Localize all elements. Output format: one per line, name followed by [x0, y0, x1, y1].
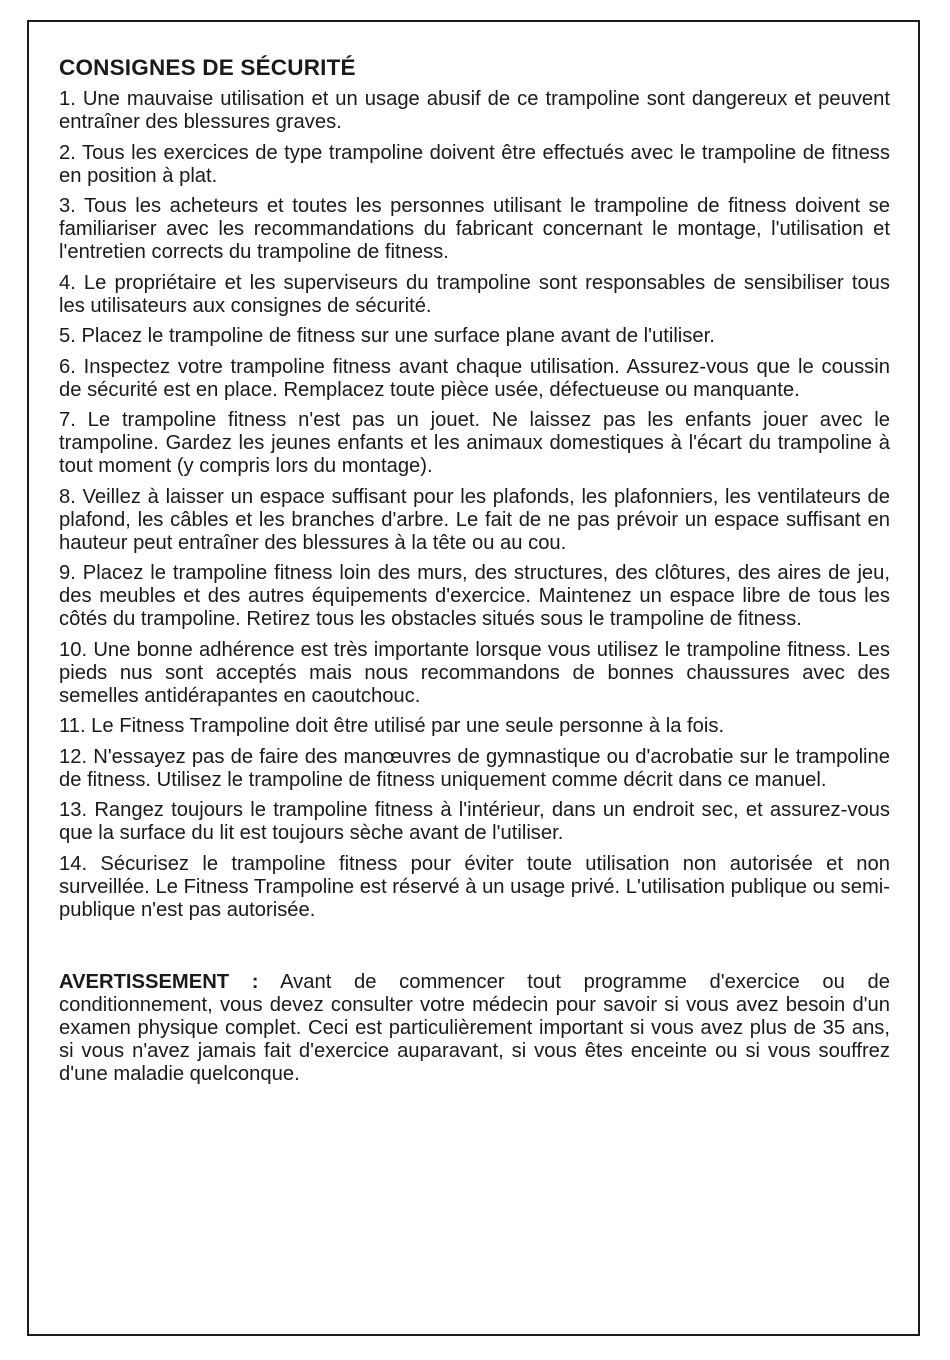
- instruction-item: 1. Une mauvaise utilisation et un usage abusif de ce trampoline sont dangereux et peuvent entraîner des blessures graves.: [59, 88, 890, 133]
- instruction-item: 6. Inspectez votre trampoline fitness avant chaque utilisation. Assurez-vous que le coussin de sécurité est en place. Remplacez toute pièce usée, défectueuse ou manquante.: [59, 355, 890, 401]
- safety-instructions: [59, 54, 890, 1086]
- warning-label: AVERTISSEMENT :: [59, 970, 259, 993]
- instruction-item: 11. Le Fitness Trampoline doit être utilisé par une seule personne à la fois.: [59, 715, 725, 737]
- instruction-item: 10. Une bonne adhérence est très importante lorsque vous utilisez le trampoline fitness. Les pieds nus sont acceptés mais nous recommandons de bonnes chaussures avec des semelles antidérapantes en caoutchouc.: [59, 638, 890, 707]
- instruction-item: 3. Tous les acheteurs et toutes les personnes utilisant le trampoline de fitness doivent se familiariser avec les recommandations du fabricant concernant le montage, l'utilisation et l'entretien corrects du trampoline de fitness.: [59, 195, 890, 263]
- instruction-item: 2. Tous les exercices de type trampoline doivent être effectués avec le trampoline de fitness en position à plat.: [59, 141, 890, 187]
- instruction-item: 7. Le trampoline fitness n'est pas un jouet. Ne laissez pas les enfants jouer avec le trampoline. Gardez les jeunes enfants et les animaux domestiques à l'écart du trampoline à tout moment (y compris lors du montage).: [59, 409, 890, 477]
- instruction-item: 5. Placez le trampoline de fitness sur une surface plane avant de l'utiliser.: [59, 325, 715, 347]
- instruction-item: 14. Sécurisez le trampoline fitness pour éviter toute utilisation non autorisée et non surveillée. Le Fitness Trampoline est réservé à un usage privé. L'utilisation publique ou semi-publique n'est pas autorisée.: [59, 852, 890, 921]
- warning-paragraph: [59, 971, 890, 1086]
- section-title: CONSIGNES DE SÉCURITÉ: [59, 55, 356, 80]
- instruction-item: 12. N'essayez pas de faire des manœuvres de gymnastique ou d'acrobatie sur le trampoline de fitness. Utilisez le trampoline de fitness uniquement comme décrit dans ce manuel.: [59, 745, 890, 791]
- instruction-item: 4. Le propriétaire et les superviseurs du trampoline sont responsables de sensibiliser tous les utilisateurs aux consignes de sécurité.: [59, 271, 890, 317]
- instruction-item: 13. Rangez toujours le trampoline fitness à l'intérieur, dans un endroit sec, et assurez-vous que la surface du lit est toujours sèche avant de l'utiliser.: [59, 799, 890, 844]
- instruction-item: 8. Veillez à laisser un espace suffisant pour les plafonds, les plafonniers, les ventilateurs de plafond, les câbles et les branches d'arbre. Le fait de ne pas prévoir un espace suffisant en hauteur peut entraîner des blessures à la tête ou au cou.: [59, 485, 890, 554]
- warning-text: Avant de commencer tout programme d'exercice ou de conditionnement, vous devez consulter votre médecin pour savoir si vous avez besoin d'un examen physique complet. Ceci est particulièrement important si vous avez plus de 35 ans, si vous n'avez jamais fait d'exercice auparavant, si vous êtes enceinte ou si vous souffrez d'une maladie quelconque.: [59, 970, 890, 1085]
- instruction-item: 9. Placez le trampoline fitness loin des murs, des structures, des clôtures, des aires de jeu, des meubles et des autres équipements d'exercice. Maintenez un espace libre de tous les côtés du trampoline. Retirez tous les obstacles situés sous le trampoline de fitness.: [59, 562, 890, 630]
